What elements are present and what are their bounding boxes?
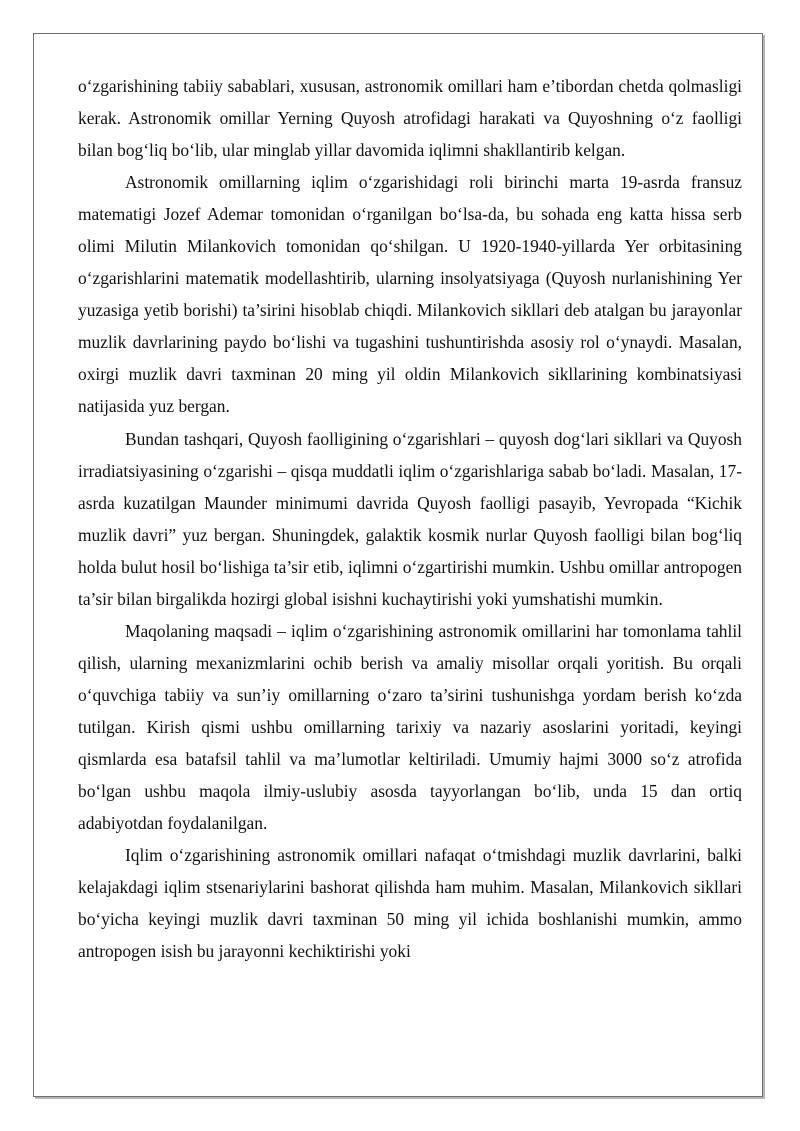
paragraph-future-scenarios: Iqlim o‘zgarishining astronomik omillari nafaqat o‘tmishdagi muzlik davrlarini, balki kelajakdagi iqlim stsenariylarini bashorat qilishda ham muhim. Masalan, Milankovich sikllari bo‘yicha keyingi muzlik davri taxminan 50 ming yil ichida boshlanishi mumkin, ammo antropogen isish bu jarayonni kechiktirishi yoki xyxy=(78,845,742,962)
paragraph-solar-activity: Bundan tashqari, Quyosh faolligining o‘zgarishlari – quyosh dog‘lari sikllari va Quyosh irradiatsiyasining o‘zgarishi – qisqa muddatli iqlim o‘zgarishlariga sabab bo‘ladi. Masalan, 17-asrda kuzatilgan Maunder minimumi davrida Quyosh faolligi pasayib, Yevropada “Kichik muzlik davri” yuz bergan. Shuningdek, galaktik kosmik nurlar Quyosh faolligi bilan bog‘liq holda bulut hosil bo‘lishiga ta’sir etib, iqlimni o‘zgartirishi mumkin. Ushbu omillar antropogen ta’sir bilan birgalikda hozirgi global isishni kuchaytirishi yoki yumshatishi mumkin. xyxy=(78,428,742,609)
paragraph-article-purpose: Maqolaning maqsadi – iqlim o‘zgarishining astronomik omillarini har tomonlama tahlil qilish, ularning mexanizmlarini ochib berish va amaliy misollar orqali yoritish. Bu orqali o‘quvchiga tabiiy va sun’iy omillarning o‘zaro ta’sirini tushunishga yordam berish ko‘zda tutilgan. Kirish qismi ushbu omillarning tarixiy va nazariy asoslarini yoritadi, keyingi qismlarda esa batafsil tahlil va ma’lumotlar keltiriladi. Umumiy hajmi 3000 so‘z atrofida bo‘lgan ushbu maqola ilmiy-uslubiy asosda tayyorlangan bo‘lib, unda 15 dan ortiq adabiyotdan foydalanilgan. xyxy=(78,620,742,834)
document-body xyxy=(78,70,742,967)
paragraph-astronomical-history: Astronomik omillarning iqlim o‘zgarishidagi roli birinchi marta 19-asrda fransuz matematigi Jozef Ademar tomonidan o‘rganilgan bo‘lsa-da, bu sohada eng katta hissa serb olimi Milutin Milankovich tomonidan qo‘shilgan. U 1920-1940-yillarda Yer orbitasining o‘zgarishlarini matematik modellashtirib, ularning insolyatsiyaga (Quyosh nurlanishining Yer yuzasiga yetib borishi) ta’sirini hisoblab chiqdi. Milankovich sikllari deb atalgan bu jarayonlar muzlik davrlarining paydo bo‘lishi va tugashini tushuntirishda asosiy rol o‘ynaydi. Masalan, oxirgi muzlik davri taxminan 20 ming yil oldin Milankovich sikllarining kombinatsiyasi natijasida yuz bergan. xyxy=(78,172,742,417)
paragraph-continued: o‘zgarishining tabiiy sabablari, xususan, astronomik omillari ham e’tibordan chetda qolmasligi kerak. Astronomik omillar Yerning Quyosh atrofidagi harakati va Quyoshning o‘z faolligi bilan bog‘liq bo‘lib, ular minglab yillar davomida iqlimni shakllantirib kelgan. xyxy=(78,76,742,161)
